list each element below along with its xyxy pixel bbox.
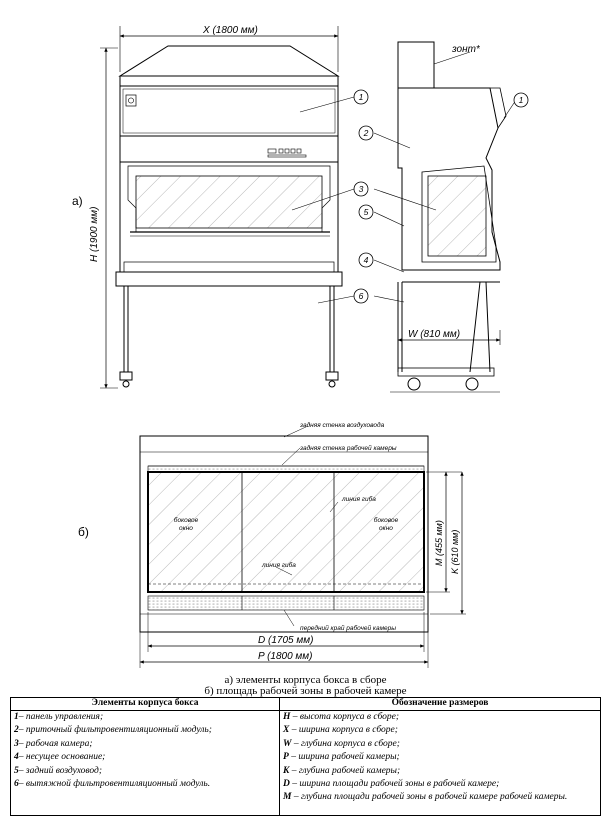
legend-element: 1– панель управления; [14, 712, 104, 722]
zont-label: зонт* [452, 44, 480, 55]
side-window-left-l1: боковое [173, 517, 199, 524]
dim-p-label: P (1800 мм) [258, 651, 313, 662]
dim-x-label: X (1800 мм) [203, 25, 258, 36]
hood [120, 46, 338, 76]
legend-header-elements: Элементы корпуса бокса [11, 698, 280, 711]
legend-dimensions-cell [280, 711, 601, 816]
control-panel [120, 86, 338, 136]
legend-element: 5– задний воздуховод; [14, 765, 103, 776]
legend-dimension: W – глубина корпуса в сборе; [283, 738, 400, 749]
back-wall-chamber-label: задняя стенка рабочей камеры [300, 445, 397, 452]
legend-table [10, 697, 601, 816]
label-b: б) [78, 525, 89, 539]
legend-dimension: X – ширина корпуса в сборе; [283, 725, 398, 736]
dim-w-label: W (810 мм) [408, 329, 461, 340]
side-window-right-l2: окно [379, 525, 393, 532]
caption-a: а) элементы корпуса бокса в сборе [224, 674, 387, 686]
legend-element: 4– несущее основание; [14, 752, 106, 763]
work-area [148, 472, 424, 592]
hood-side [398, 42, 434, 88]
legend-element: 2– приточный фильтровентиляционный модуль; [14, 725, 212, 736]
legend-element: 3– рабочая камера; [14, 738, 93, 749]
control-buttons [268, 149, 306, 157]
dim-k-label: K (610 мм) [450, 529, 460, 574]
callout-1: 1 [358, 92, 364, 102]
legend-elements-cell [11, 711, 280, 816]
front-grill [148, 596, 424, 610]
callout-3: 3 [358, 184, 364, 194]
dim-m-label: M (455 мм) [434, 520, 444, 566]
biohazard-icon [126, 95, 136, 106]
side-window-right-l1: боковое [373, 517, 399, 524]
side-window-left-l2: окно [179, 525, 193, 532]
dim-h-label: H (1900 мм) [89, 206, 100, 262]
front-sash [136, 176, 322, 228]
legend-dimension: P – ширина рабочей камеры; [283, 752, 400, 763]
callout-6: 6 [358, 291, 364, 301]
callout-2: 2 [363, 128, 369, 138]
callout-4: 4 [363, 255, 369, 265]
side-window [428, 176, 486, 256]
label-a: а) [72, 194, 83, 208]
legend-header-dimensions: Обозначение размеров [280, 698, 601, 711]
legend-dimension: D – ширина площади рабочей зоны в рабочей камере; [283, 779, 500, 790]
dim-d-label: D (1705 мм) [258, 635, 314, 646]
callout-1-side: 1 [518, 95, 524, 105]
caption-b: б) площадь рабочей зоны в рабочей камере [204, 685, 407, 697]
callout-5: 5 [363, 207, 369, 217]
bend-line-label-right: линия гиба [342, 496, 376, 503]
legend-dimension: H – высота корпуса в сборе; [283, 712, 400, 722]
bend-line-label-center: линия гиба [262, 562, 296, 569]
legend-dimension: M – глубина площади рабочей зоны в рабочей камере рабочей камеры. [283, 792, 568, 803]
legend-dimension: K – глубина рабочей камеры; [283, 765, 401, 776]
front-view [100, 26, 354, 388]
front-edge-label: передний край рабочей камеры [300, 625, 397, 632]
back-wall-duct-label: задняя стенка воздуховода [300, 422, 385, 429]
legend-element: 6– вытяжной фильтровентиляционный модуль. [14, 779, 211, 790]
